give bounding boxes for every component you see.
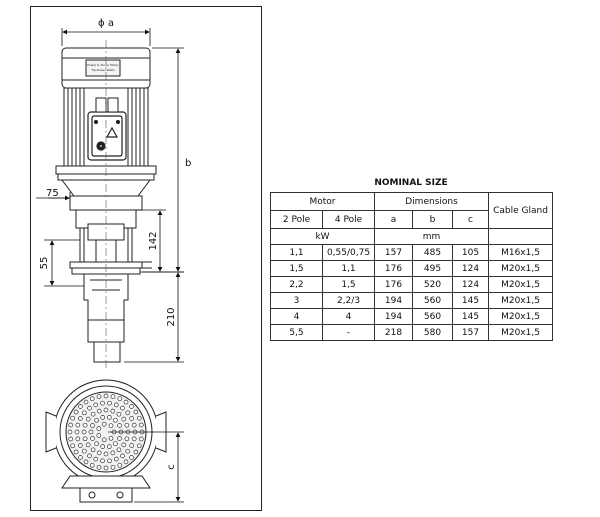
cell-dim-a: 176 (375, 261, 413, 277)
table-row (271, 325, 553, 341)
vent-hole (78, 417, 82, 421)
vent-hole (101, 459, 105, 463)
cell-dim-b: 560 (413, 293, 453, 309)
cell-dim-c: 124 (453, 261, 489, 277)
top-view-base (62, 476, 150, 502)
vent-hole (130, 417, 134, 421)
cell-dim-c: 124 (453, 277, 489, 293)
table-row (271, 261, 553, 277)
cell-dim-c: 145 (453, 309, 489, 325)
vent-hole (69, 423, 73, 427)
cell-cable-gland: M20x1,5 (489, 293, 553, 309)
label-height-b: b (185, 158, 192, 169)
vent-hole (108, 459, 112, 463)
vent-hole (102, 422, 106, 426)
vent-hole (74, 450, 78, 454)
unit-kw: kW (271, 229, 375, 245)
terminal-box (88, 112, 126, 160)
label-diameter-a: ϕ a (98, 18, 114, 29)
cell-4-pole-kw: 1,1 (323, 261, 375, 277)
cell-cable-gland: M16x1,5 (489, 245, 553, 261)
vent-hole (118, 424, 122, 428)
vent-hole (121, 454, 125, 458)
vent-hole (84, 400, 88, 404)
vent-hole (109, 424, 113, 428)
vent-hole (94, 403, 98, 407)
vent-hole (132, 423, 136, 427)
vent-hole (121, 406, 125, 410)
vent-hole (114, 457, 118, 461)
vent-hole (108, 401, 112, 405)
label-dim-142: 142 (148, 231, 159, 251)
cell-2-pole-kw: 4 (271, 309, 323, 325)
cell-dim-b: 485 (413, 245, 453, 261)
header-b: b (413, 211, 453, 229)
vent-hole (122, 443, 126, 447)
vent-hole (125, 437, 129, 441)
vent-hole (126, 411, 130, 415)
table-row (271, 277, 553, 293)
vent-hole (104, 466, 108, 470)
vent-hole (82, 430, 86, 434)
vent-hole (134, 450, 138, 454)
cell-dim-a: 176 (375, 277, 413, 293)
vent-hole (71, 444, 75, 448)
pump-technical-drawing (0, 0, 270, 517)
vent-hole (139, 423, 143, 427)
cell-dim-b: 495 (413, 261, 453, 277)
table-row (271, 245, 553, 261)
vent-hole (118, 437, 122, 441)
table-row (271, 309, 553, 325)
vent-hole (97, 465, 101, 469)
vent-hole (132, 437, 136, 441)
vent-hole (101, 401, 105, 405)
vent-hole (76, 437, 80, 441)
vent-hole (71, 416, 75, 420)
header-2-pole: 2 Pole (271, 211, 323, 229)
vent-hole (111, 465, 115, 469)
vent-hole (130, 405, 134, 409)
cell-cable-gland: M20x1,5 (489, 309, 553, 325)
vent-hole (68, 430, 72, 434)
cell-2-pole-kw: 5,5 (271, 325, 323, 341)
vent-hole (75, 430, 79, 434)
vent-hole (111, 409, 115, 413)
header-c: c (453, 211, 489, 229)
unit-empty (489, 229, 553, 245)
cell-cable-gland: M20x1,5 (489, 261, 553, 277)
vent-hole (117, 412, 121, 416)
vent-hole (122, 417, 126, 421)
header-cable-gland: Cable Gland (489, 193, 553, 229)
vent-hole (114, 403, 118, 407)
vent-hole (111, 395, 115, 399)
vent-hole (117, 448, 121, 452)
vent-hole (86, 443, 90, 447)
spec-table-body (271, 245, 553, 341)
cell-4-pole-kw: - (323, 325, 375, 341)
vent-hole (113, 418, 117, 422)
vent-hole (137, 416, 141, 420)
vent-hole (130, 456, 134, 460)
vent-hole (101, 445, 105, 449)
cell-dim-c: 105 (453, 245, 489, 261)
label-dim-55: 55 (39, 256, 50, 270)
cell-2-pole-kw: 2,2 (271, 277, 323, 293)
cell-dim-a: 194 (375, 309, 413, 325)
spec-table-title: NOMINAL SIZE (374, 178, 448, 188)
cell-dim-c: 145 (453, 293, 489, 309)
vent-hole (118, 463, 122, 467)
vent-hole (82, 449, 86, 453)
cell-dim-b: 520 (413, 277, 453, 293)
vent-hole (79, 405, 83, 409)
cell-2-pole-kw: 1,5 (271, 261, 323, 277)
label-dim-75: 75 (46, 188, 59, 199)
vent-hole (91, 448, 95, 452)
vent-hole (89, 430, 93, 434)
cell-dim-b: 560 (413, 309, 453, 325)
vent-hole (88, 454, 92, 458)
vent-hole (107, 415, 111, 419)
vent-hole (91, 412, 95, 416)
cell-4-pole-kw: 4 (323, 309, 375, 325)
vent-hole (118, 397, 122, 401)
vent-hole (134, 410, 138, 414)
vent-hole (101, 415, 105, 419)
cell-2-pole-kw: 1,1 (271, 245, 323, 261)
vent-hole (97, 434, 101, 438)
vent-hole (78, 444, 82, 448)
vent-hole (79, 456, 83, 460)
vent-hole (91, 437, 95, 441)
nameplate-line2: Tip-Power-Ratio (91, 68, 115, 72)
cell-cable-gland: M20x1,5 (489, 325, 553, 341)
mounting-plate (70, 262, 152, 274)
vent-hole (69, 437, 73, 441)
vent-hole (86, 417, 90, 421)
cell-4-pole-kw: 2,2/3 (323, 293, 375, 309)
vent-hole (97, 409, 101, 413)
cell-dim-a: 194 (375, 293, 413, 309)
vent-hole (107, 445, 111, 449)
vent-hole (94, 457, 98, 461)
vent-hole (109, 436, 113, 440)
nominal-size-table (270, 192, 553, 341)
header-a: a (375, 211, 413, 229)
cell-cable-gland: M20x1,5 (489, 277, 553, 293)
vent-hole (97, 395, 101, 399)
vent-hole (97, 427, 101, 431)
cell-4-pole-kw: 0,55/0,75 (323, 245, 375, 261)
vent-hole (83, 437, 87, 441)
vent-hole (124, 400, 128, 404)
vent-hole (95, 442, 99, 446)
nameplate-line1: Power & Pump Motor (87, 63, 119, 67)
cell-dim-b: 580 (413, 325, 453, 341)
header-motor: Motor (271, 193, 375, 211)
vent-hole (104, 394, 108, 398)
vent-hole (104, 452, 108, 456)
vent-hole (91, 424, 95, 428)
vent-hole (126, 449, 130, 453)
header-dimensions: Dimensions (375, 193, 489, 211)
label-dim-210: 210 (166, 307, 177, 327)
vent-hole (102, 438, 106, 442)
vent-hole (97, 451, 101, 455)
label-dim-c: c (166, 464, 177, 470)
vent-hole (88, 406, 92, 410)
cell-dim-a: 157 (375, 245, 413, 261)
vent-hole (90, 397, 94, 401)
vent-hole (113, 442, 117, 446)
vent-hole (84, 460, 88, 464)
vent-hole (130, 444, 134, 448)
header-4-pole: 4 Pole (323, 211, 375, 229)
vent-hole (104, 408, 108, 412)
cell-dim-a: 218 (375, 325, 413, 341)
cell-dim-c: 157 (453, 325, 489, 341)
vent-hole (139, 437, 143, 441)
vent-hole (83, 423, 87, 427)
vent-hole (76, 423, 80, 427)
table-row (271, 293, 553, 309)
cell-4-pole-kw: 1,5 (323, 277, 375, 293)
vent-hole (90, 463, 94, 467)
vent-hole (137, 444, 141, 448)
unit-mm: mm (375, 229, 489, 245)
cell-2-pole-kw: 3 (271, 293, 323, 309)
vent-hole (111, 451, 115, 455)
vent-hole (124, 460, 128, 464)
vent-hole (74, 410, 78, 414)
vent-hole (125, 423, 129, 427)
vent-hole (95, 418, 99, 422)
vent-hole (82, 411, 86, 415)
